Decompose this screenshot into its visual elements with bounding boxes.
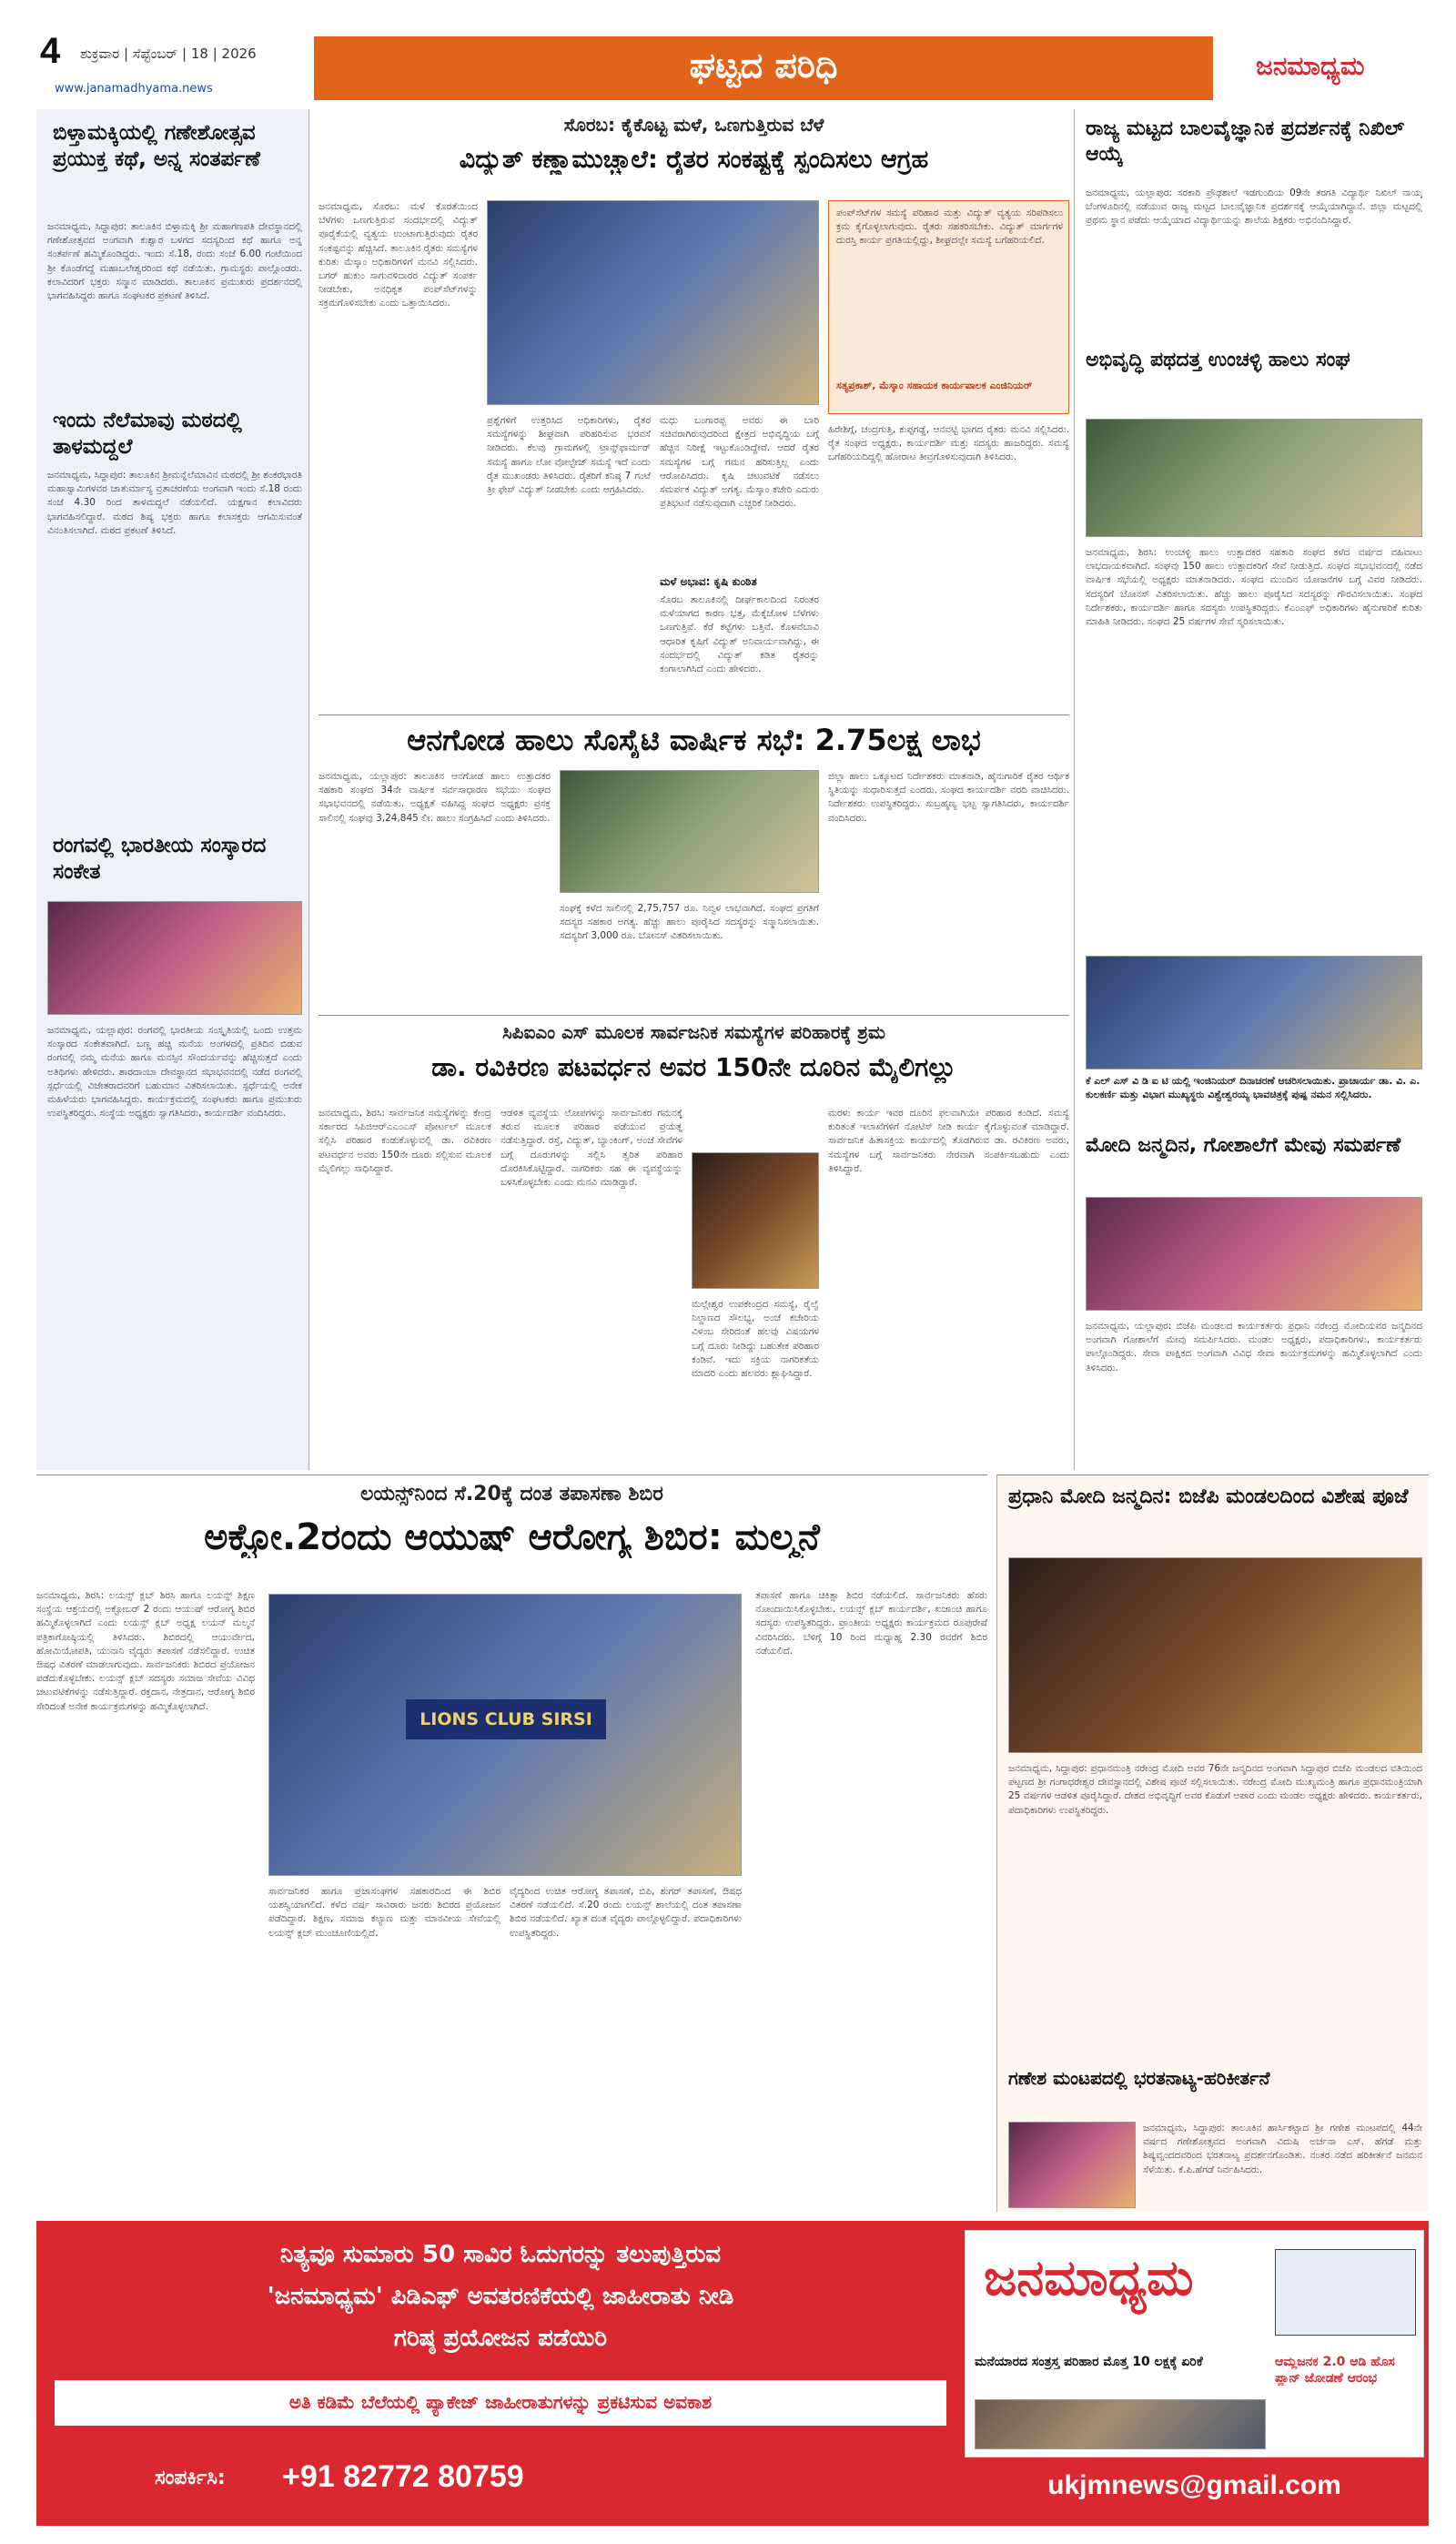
quote-text: ಪಂಪ್‌ಸೆಟ್‌ಗಳ ಸಮಸ್ಯೆ ಪರಿಹಾರ ಮತ್ತು ವಿದ್ಯುತ್ ವ್ಯತ್ಯಯ ಸರಿಪಡಿಸಲು ಕ್ರಮ ಕೈಗೊಳ್ಳಲಾಗುವುದು. ರೈತರು ಸಹಕರಿಸಬೇಕು. ವಿದ್ಯುತ್ ಮಾರ್ಗಗಳ ದುರಸ್ತಿ ಕಾರ್ಯ ಪ್ರಗತಿಯಲ್ಲಿದ್ದು, ಶೀಘ್ರದಲ್ಲೇ ಸಮಸ್ಯೆ ಬಗೆಹರಿಯಲಿದೆ. [836,208,1063,247]
bharatanatya-photo [1008,2122,1136,2208]
lions-col-4: ತಪಾಸಣೆ ಹಾಗೂ ಚಿಕಿತ್ಸಾ ಶಿಬಿರ ನಡೆಯಲಿದೆ. ಸಾರ್ವಜನಿಕರು ಹೆಸರು ನೋಂದಾಯಿಸಿಕೊಳ್ಳಬೇಕು. ಲಯನ್ಸ್ ಕ್ಲಬ್ ಕಾರ್ಯದರ್ಶಿ, ಖಜಾಂಚಿ ಹಾಗೂ ಸದಸ್ಯರು ಉಪಸ್ಥಿತರಿದ್ದರು. ಪ್ರಾಂತೀಯ ಅಧ್ಯಕ್ಷರು ಕಾರ್ಯಕ್ರಮದ ರೂಪುರೇಷೆ ವಿವರಿಸಿದರು. ಬೆಳಿಗ್ಗೆ 10 ರಿಂದ ಮಧ್ಯಾಹ್ನ 2.30 ರವರೆಗೆ ಶಿಬಿರ ನಡೆಯಲಿದೆ. [755,1590,987,1657]
main-subhead: ಮಳೆ ಅಭಾವ: ಕೃಷಿ ಕುಂಠಿತ [660,575,757,588]
main-story-col-4: ಸೊರಬ ತಾಲೂಕಿನಲ್ಲಿ ದೀರ್ಘಕಾಲದಿಂದ ನಿರಂತರ ಮಳೆಯಾಗದ ಕಾರಣ ಭತ್ತ, ಮೆಕ್ಕೆಜೋಳ ಬೆಳೆಗಳು ಒಣಗುತ್ತಿವೆ. ಕೆರೆ ಕಟ್ಟೆಗಳು ಬತ್ತಿವೆ. ಕೊಳವೆಬಾವಿ ಆಧಾರಿತ ಕೃಷಿಗೆ ವಿದ್ಯುತ್ ಅನಿವಾರ್ಯವಾಗಿದ್ದು, ಈ ಸಂದರ್ಭದಲ್ಲಿ ವಿದ್ಯುತ್ ಕಡಿತ ರೈತರನ್ನು ಕಂಗಾಲಾಗಿಸಿದೆ ಎಂದು ಹೇಳಿದರು. [660,594,819,675]
bharatanatya-headline: ಗಣೇಶ ಮಂಟಪದಲ್ಲಿ ಭರತನಾಟ್ಯ-ಹರಿಕೀರ್ತನೆ [1008,2067,1270,2089]
ravikirana-portrait [692,1152,819,1289]
engineers-day-caption: ಕೆ ಎಲ್ ಎಸ್ ವಿ ಡಿ ಐ ಟಿ ಯಲ್ಲಿ ಇಂಜಿನಿಯರ್ ದಿನಾಚರಣೆ ಆಚರಿಸಲಾಯಿತು. ಪ್ರಾಚಾರ್ಯ ಡಾ. ವಿ. ಎ. ಕುಲಕರ್ಣಿ ಮತ್ತು ವಿಭಾಗ ಮುಖ್ಯಸ್ಥರು ವಿಶ್ವೇಶ್ವರಯ್ಯ ಭಾವಚಿತ್ರಕ್ಕೆ ಪುಷ್ಪ ನಮನ ಸಲ್ಲಿಸಿದರು. [1086,1075,1421,1100]
main-story-col-1: ಜನಮಾಧ್ಯಮ, ಸೊರಬ: ಮಳೆ ಕೊರತೆಯಿಂದ ಬೆಳೆಗಳು ಒಣಗುತ್ತಿರುವ ಸಂದರ್ಭದಲ್ಲಿ ವಿದ್ಯುತ್ ಪೂರೈಕೆಯಲ್ಲಿ ವ್ಯತ್ಯಯ ಉಂಟಾಗುತ್ತಿರುವುದು ರೈತರ ಸಂಕಷ್ಟವನ್ನು ಹೆಚ್ಚಿಸಿದೆ. ತಾಲೂಕಿನ ರೈತರು ಸಮಸ್ಯೆಗಳ ಕುರಿತು ಮೆಸ್ಕಾಂ ಅಧಿಕಾರಿಗಳಿಗೆ ಮನವಿ ಸಲ್ಲಿಸಿದರು. ಬಗರ್ ಹುಕುಂ ಸಾಗುವಳಿದಾರರ ವಿದ್ಯುತ್ ಸಂಪರ್ಕ ನೀಡಬೇಕು, ಅನಧಿಕೃತ ಪಂಪ್‌ಸೆಟ್‌ಗಳನ್ನು ಸಕ್ರಮಗೊಳಿಸಬೇಕು ಎಂದು ಒತ್ತಾಯಿಸಿದರು. [318,201,478,309]
engineers-day-photo [1086,956,1422,1069]
ad-email[interactable]: ukjmnews@gmail.com [1047,2470,1341,2500]
dairy-col-1: ಜನಮಾಧ್ಯಮ, ಯಲ್ಲಾಪುರ: ತಾಲೂಕಿನ ಆನಗೋಡ ಹಾಲು ಉತ್ಪಾದಕರ ಸಹಕಾರಿ ಸಂಘದ 34ನೇ ವಾರ್ಷಿಕ ಸರ್ವಸಾಧಾರಣ ಸಭೆಯು ಸಂಘದ ಸಭಾಭವನದಲ್ಲಿ ನಡೆಯಿತು. ಅಧ್ಯಕ್ಷತೆ ವಹಿಸಿದ್ದ ಸಂಘದ ಅಧ್ಯಕ್ಷರು ಪ್ರಸಕ್ತ ಸಾಲಿನಲ್ಲಿ ಸಂಘವು 3,24,845 ಲೀ. ಹಾಲು ಸಂಗ್ರಹಿಸಿದೆ ಎಂದು ತಿಳಿಸಿದರು. [318,771,551,824]
lions-col-1: ಜನಮಾಧ್ಯಮ, ಶಿರಸಿ: ಲಯನ್ಸ್ ಕ್ಲಬ್ ಶಿರಸಿ ಹಾಗೂ ಲಯನ್ಸ್ ಶಿಕ್ಷಣ ಸಂಸ್ಥೆಯ ಆಶ್ರಯದಲ್ಲಿ ಅಕ್ಟೋಬರ್ 2 ರಂದು ಆಯುಷ್ ಆರೋಗ್ಯ ಶಿಬಿರ ಹಮ್ಮಿಕೊಳ್ಳಲಾಗಿದೆ ಎಂದು ಲಯನ್ಸ್ ಕ್ಲಬ್ ಅಧ್ಯಕ್ಷ ಲಯನ್ ಮಲ್ಮನೆ ಪತ್ರಿಕಾಗೋಷ್ಠಿಯಲ್ಲಿ ತಿಳಿಸಿದರು. ಶಿಬಿರದಲ್ಲಿ ಆಯುರ್ವೇದ, ಹೋಮಿಯೋಪತಿ, ಯುನಾನಿ ವೈದ್ಯರು ತಪಾಸಣೆ ನಡೆಸಲಿದ್ದಾರೆ. ಉಚಿತ ಔಷಧ ವಿತರಣೆ ಮಾಡಲಾಗುವುದು. ಸಾರ್ವಜನಿಕರು ಶಿಬಿರದ ಪ್ರಯೋಜನ ಪಡೆದುಕೊಳ್ಳಬೇಕು. ಲಯನ್ಸ್ ಕ್ಲಬ್ ಸದಸ್ಯರು ಸಮಾಜ ಸೇವೆಯ ವಿವಿಧ ಚಟುವಟಿಕೆಗಳನ್ನು ನಡೆಸುತ್ತಿದ್ದಾರೆ. ರಕ್ತದಾನ, ನೇತ್ರದಾನ, ಆರೋಗ್ಯ ಶಿಬಿರ ಸೇರಿದಂತೆ ಅನೇಕ ಕಾರ್ಯಕ್ರಮಗಳನ್ನು ಹಮ್ಮಿಕೊಳ್ಳಲಾಗಿದೆ. [36,1590,255,1712]
dairy-headline: ಆನಗೋಡ ಹಾಲು ಸೊಸೈಟಿ ವಾರ್ಷಿಕ ಸಭೆ: 2.75ಲಕ್ಷ ಲಾಭ [407,723,981,757]
right-story-1: ಜನಮಾಧ್ಯಮ, ಯಲ್ಲಾಪುರ: ಸರಕಾರಿ ಪ್ರೌಢಶಾಲೆ ಇಡಗುಂದಿಯ 09ನೇ ತರಗತಿ ವಿದ್ಯಾರ್ಥಿ ನಿಖಿಲ್ ನಾಯ್ಕ ಬೆಂಗಳೂರಿನಲ್ಲಿ ನಡೆಯುವ ರಾಜ್ಯ ಮಟ್ಟದ ಬಾಲವೈಜ್ಞಾನಿಕ ಪ್ರದರ್ಶನಕ್ಕೆ ಆಯ್ಕೆಯಾಗಿದ್ದಾನೆ. ಜಿಲ್ಲಾ ಮಟ್ಟದಲ್ಲಿ ಪ್ರಥಮ ಸ್ಥಾನ ಪಡೆದು ಆಯ್ಕೆಯಾದ ವಿದ್ಯಾರ್ಥಿಯನ್ನು ಶಾಲೆಯ ಶಿಕ್ಷಕರು ಅಭಿನಂದಿಸಿದ್ದಾರೆ. [1086,188,1422,227]
preview-headline-1: ಮನೆಯಾರದ ಸಂತ್ರಸ್ತ ಪರಿಹಾರ ಮೊತ್ತ 10 ಲಕ್ಷಕ್ಕೆ ಏರಿಕೆ [975,2355,1203,2369]
lions-col-3: ವೈದ್ಯರಿಂದ ಉಚಿತ ಆರೋಗ್ಯ ತಪಾಸಣೆ, ಬಿಪಿ, ಶುಗರ್ ತಪಾಸಣೆ, ಔಷಧ ವಿತರಣೆ ನಡೆಯಲಿದೆ. ಸೆ.20 ರಂದು ಲಯನ್ಸ್ ಶಾಲೆಯಲ್ಲಿ ದಂತ ತಪಾಸಣಾ ಶಿಬಿರ ನಡೆಯಲಿದೆ. ಖ್ಯಾತ ದಂತ ವೈದ್ಯರು ಪಾಲ್ಗೊಳ್ಳಲಿದ್ದಾರೆ. ಪದಾಧಿಕಾರಿಗಳು ಉಪಸ್ಥಿತರಿದ್ದರು. [510,1886,742,1939]
right-headline-2: ಅಭಿವೃದ್ಧಿ ಪಥದತ್ತ ಉಂಚಳ್ಳಿ ಹಾಲು ಸಂಘ [1086,349,1350,371]
preview-masthead: ಜನಮಾಧ್ಯಮ [984,2249,1194,2306]
ad-contact-label: ಸಂಪರ್ಕಿಸಿ: [155,2467,226,2489]
main-story-col-2: ಪ್ರಶ್ನೆಗಳಿಗೆ ಉತ್ತರಿಸಿದ ಅಧಿಕಾರಿಗಳು, ರೈತರ ಸಮಸ್ಯೆಗಳನ್ನು ಶೀಘ್ರವಾಗಿ ಪರಿಹರಿಸುವ ಭರವಸೆ ನೀಡಿದರು. ಕೆಲವು ಗ್ರಾಮಗಳಲ್ಲಿ ಟ್ರಾನ್ಸ್‌ಫಾರ್ಮರ್ ಸಮಸ್ಯೆ ಹಾಗೂ ಲೋ ವೋಲ್ಟೇಜ್ ಸಮಸ್ಯೆ ಇದೆ ಎಂದು ರೈತ ಮುಖಂಡರು ತಿಳಿಸಿದರು. ರೈತರಿಗೆ ಕನಿಷ್ಠ 7 ಗಂಟೆ ತ್ರೀ ಫೇಸ್ ವಿದ್ಯುತ್ ನೀಡಬೇಕು ಎಂದು ಆಗ್ರಹಿಸಿದರು. [487,415,651,496]
main-kicker: ಸೊರಬ: ಕೈಕೊಟ್ಟ ಮಳೆ, ಒಣಗುತ್ತಿರುವ ಬೆಳೆ [563,114,824,136]
right-story-3: ಜನಮಾಧ್ಯಮ, ಯಲ್ಲಾಪುರ: ಬಿಜೆಪಿ ಮಂಡಲದ ಕಾರ್ಯಕರ್ತರು ಪ್ರಧಾನಿ ನರೇಂದ್ರ ಮೋದಿಯವರ ಜನ್ಮದಿನದ ಅಂಗವಾಗಿ ಗೋಶಾಲೆಗೆ ಮೇವು ಸಮರ್ಪಿಸಿದರು. ಮಂಡಲ ಅಧ್ಯಕ್ಷರು, ಪದಾಧಿಕಾರಿಗಳು, ಕಾರ್ಯಕರ್ತರು ಪಾಲ್ಗೊಂಡಿದ್ದರು. ಸೇವಾ ಪಾಕ್ಷಿಕದ ಅಂಗವಾಗಿ ವಿವಿಧ ಸೇವಾ ಕಾರ್ಯಕ್ರಮಗಳನ್ನು ಹಮ್ಮಿಕೊಳ್ಳಲಾಗಿದೆ ಎಂದು ತಿಳಿಸಿದರು. [1086,1321,1422,1373]
cpi-kicker: ಸಿಪಿಐಎಂ ಎಸ್ ಮೂಲಕ ಸಾರ್ವಜನಿಕ ಸಮಸ್ಯೆಗಳ ಪರಿಹಾರಕ್ಕೆ ಶ್ರಮ [502,1021,885,1043]
section-title: ಘಟ್ಟದ ಪರಿಧಿ [689,46,838,86]
dairy-meeting-photo [560,770,819,893]
brand-logo: ಜನಮಾಧ್ಯಮ [1256,51,1365,81]
advertisement-banner [36,2221,1429,2526]
unchalli-society-photo [1086,419,1422,537]
left-headline-3: ರಂಗವಲ್ಲಿ ಭಾರತೀಯ ಸಂಸ್ಕಾರದ ಸಂಕೇತ [53,834,267,884]
ad-text-panel [36,2221,965,2526]
main-story-col-3: ಮಧು ಬಂಗಾರಪ್ಪ ಅವರು ಈ ಬಾರಿ ಸಚಿವರಾಗಿರುವುದರಿಂದ ಕ್ಷೇತ್ರದ ಅಭಿವೃದ್ಧಿಯ ಬಗ್ಗೆ ಹೆಚ್ಚಿನ ನಿರೀಕ್ಷೆ ಇಟ್ಟುಕೊಂಡಿದ್ದೇವೆ. ಆದರೆ ರೈತರ ಸಮಸ್ಯೆಗಳ ಬಗ್ಗೆ ಗಮನ ಹರಿಸುತ್ತಿಲ್ಲ ಎಂದು ಆರೋಪಿಸಿದರು. ಕೃಷಿ ಚಟುವಟಿಕೆ ನಡೆಸಲು ಸಮರ್ಪಕ ವಿದ್ಯುತ್ ಅಗತ್ಯ. ಮೆಸ್ಕಾಂ ಕಚೇರಿ ಎದುರು ಪ್ರತಿಭಟನೆ ನಡೆಸುವುದಾಗಿ ಎಚ್ಚರಿಕೆ ನೀಡಿದರು. [660,415,819,510]
lions-story [36,1475,987,2212]
main-story-col-5: ಹಿರೇಶಿಗ್ಗೆ, ಚಂದ್ರಗುತ್ತಿ, ಕುಪ್ಪಗಡ್ಡೆ, ಆನವಟ್ಟಿ ಭಾಗದ ರೈತರು ಮನವಿ ಸಲ್ಲಿಸಿದರು. ರೈತ ಸಂಘದ ಅಧ್ಯಕ್ಷರು, ಕಾರ್ಯದರ್ಶಿ ಮತ್ತು ಸದಸ್ಯರು ಹಾಜರಿದ್ದರು. ಸಮಸ್ಯೆ ಬಗೆಹರಿಯದಿದ್ದಲ್ಲಿ ಹೋರಾಟ ತೀವ್ರಗೊಳಿಸುವುದಾಗಿ ತಿಳಿಸಿದರು. [828,424,1069,463]
main-story-photo [487,200,819,405]
cpi-col-1: ಜನಮಾಧ್ಯಮ, ಶಿರಸಿ: ಸಾರ್ವಜನಿಕ ಸಮಸ್ಯೆಗಳನ್ನು ಕೇಂದ್ರ ಸರ್ಕಾರದ ಸಿಪಿಜಿಆರ್‌ಎಎಂಎಸ್ ಪೋರ್ಟಲ್ ಮೂಲಕ ಸಲ್ಲಿಸಿ ಪರಿಹಾರ ಕಂಡುಕೊಳ್ಳುವಲ್ಲಿ ಡಾ. ರವಿಕಿರಣ ಪಟವರ್ಧನ ಅವರು 150ನೇ ದೂರು ಸಲ್ಲಿಸುವ ಮೂಲಕ ಮೈಲಿಗಲ್ಲು ಸಾಧಿಸಿದ್ದಾರೆ. [318,1108,491,1174]
left-story-3: ಜನಮಾಧ್ಯಮ, ಯಲ್ಲಾಪುರ: ರಂಗವಲ್ಲಿ ಭಾರತೀಯ ಸಂಸ್ಕೃತಿಯಲ್ಲಿ ಒಂದು ಉತ್ತಮ ಸಂಸ್ಕಾರದ ಸಂಕೇತವಾಗಿದೆ. ಬಣ್ಣ ಹಚ್ಚಿ ಮನೆಯ ಅಂಗಳದಲ್ಲಿ ಪ್ರತಿದಿನ ಬಿಡುವ ರಂಗವಲ್ಲಿ ನಮ್ಮ ಮನೆಯ ಹಾಗೂ ಮನಸ್ಸಿನ ಸೌಂದರ್ಯವನ್ನು ಹೆಚ್ಚಿಸುತ್ತದೆ ಎಂದು ಅತಿಥಿಗಳು ಹೇಳಿದರು. ಶಾರದಾಂಬಾ ದೇವಸ್ಥಾನದ ಸಭಾಭವನದಲ್ಲಿ ನಡೆದ ರಂಗವಲ್ಲಿ ಸ್ಪರ್ಧೆಯಲ್ಲಿ ವಿಜೇತರಾದವರಿಗೆ ಬಹುಮಾನ ವಿತರಿಸಲಾಯಿತು. ಸ್ಪರ್ಧೆಯಲ್ಲಿ ಅನೇಕ ಮಹಿಳೆಯರು ಭಾಗವಹಿಸಿದ್ದರು. ಕಾರ್ಯಕ್ರಮದಲ್ಲಿ ಸಂಘಟಕರು ಹಾಗೂ ಪ್ರಮುಖರು ಉಪಸ್ಥಿತರಿದ್ದರು. ಸಂಸ್ಥೆಯ ಅಧ್ಯಕ್ಷರು ಸ್ವಾಗತಿಸಿದರು, ಕಾರ್ಯದರ್ಶಿ ವಂದಿಸಿದರು. [47,1025,302,1120]
left-story-1: ಜನಮಾಧ್ಯಮ, ಸಿದ್ದಾಪುರ: ತಾಲೂಕಿನ ಬಿಳ್ತಾಮಕ್ಕಿ ಶ್ರೀ ಮಹಾಗಣಪತಿ ದೇವಸ್ಥಾನದಲ್ಲಿ ಗಣೇಶೋತ್ಸವದ ಅಂಗವಾಗಿ ಕುಶ್ವಾರ ಬಳಗದ ಸದಸ್ಯರಿಂದ ಕಥೆ ಹಾಗೂ ಅನ್ನ ಸಂತರ್ಪಣೆ ಹಮ್ಮಿಕೊಂಡಿದ್ದರು. ಇಂದು ಸೆ.18, ರಂದು ಸಂಜೆ 6.00 ಗಂಟೆಯಿಂದ ಶ್ರೀ ಕೊಂಡೆಗದ್ದೆ ಮಹಾಬಲೇಶ್ವರರಿಂದ ಕಥೆ ನಡೆಯಿತು. ಗ್ರಾಮಸ್ಥರು ಪಾಲ್ಗೊಂಡರು. ಕಲಾವಿದರಿಗೆ ಭಕ್ತರು ಸನ್ಮಾನ ಮಾಡಿದರು. ತಾಲೂಕಿನ ಪ್ರಮುಖರು ಪ್ರದರ್ಶನದಲ್ಲಿ ಭಾಗವಹಿಸಿದ್ದರು ಹಾಗೂ ಸಂಘಟಕರ ಪ್ರಕಟಣೆ ತಿಳಿಸಿದೆ. [47,221,302,302]
section-title-banner [314,36,1213,100]
ad-line-2: 'ಜನಮಾಧ್ಯಮ' ಪಿಡಿಎಫ್ ಅವತರಣಿಕೆಯಲ್ಲಿ ಜಾಹೀರಾತು ನೀಡಿ [267,2283,734,2310]
dairy-col-2: ಸಂಘಕ್ಕೆ ಕಳೆದ ಸಾಲಿನಲ್ಲಿ 2,75,757 ರೂ. ನಿವ್ವಳ ಲಾಭವಾಗಿದೆ. ಸಂಘದ ಪ್ರಗತಿಗೆ ಸದಸ್ಯರ ಸಹಕಾರ ಅಗತ್ಯ. ಹೆಚ್ಚು ಹಾಲು ಪೂರೈಸಿದ ಸದಸ್ಯರನ್ನು ಸನ್ಮಾನಿಸಲಾಯಿತು. ಸದಸ್ಯರಿಗೆ 3,000 ರೂ. ಬೋನಸ್ ವಿತರಿಸಲಾಯಿತು. [560,903,819,942]
lions-banner: LIONS CLUB SIRSI [406,1699,606,1739]
modi-story [996,1475,1429,2212]
main-story [318,109,1069,715]
right-story-2: ಜನಮಾಧ್ಯಮ, ಶಿರಸಿ: ಉಂಚಳ್ಳಿ ಹಾಲು ಉತ್ಪಾದಕರ ಸಹಕಾರಿ ಸಂಘದ ಕಳೆದ ವರ್ಷದ ವಹಿವಾಟು ಲಾಭದಾಯಕವಾಗಿದೆ. ಸಂಘವು 150 ಹಾಲು ಉತ್ಪಾದಕರಿಗೆ ಸೇವೆ ನೀಡುತ್ತಿದೆ. ಸಂಘದ ಸಭಾಭವನದಲ್ಲಿ ನಡೆದ ವಾರ್ಷಿಕ ಸಭೆಯಲ್ಲಿ ಅಧ್ಯಕ್ಷರು ಮಾತನಾಡಿದರು. ಸಂಘದ ಮುಂದಿನ ಯೋಜನೆಗಳ ಬಗ್ಗೆ ವಿವರ ನೀಡಿದರು. ಸದಸ್ಯರಿಗೆ ಬೋನಸ್ ವಿತರಿಸಲಾಯಿತು. ಹೆಚ್ಚು ಹಾಲು ಪೂರೈಸಿದ ಸದಸ್ಯರನ್ನು ಗೌರವಿಸಲಾಯಿತು. ಸಂಘದ ನಿರ್ದೇಶಕರು, ಕಾರ್ಯದರ್ಶಿ ಹಾಗೂ ಸದಸ್ಯರು ಉಪಸ್ಥಿತರಿದ್ದರು. ಕೆಎಂಎಫ್ ಅಧಿಕಾರಿಗಳು ಹೈನುಗಾರಿಕೆ ಕುರಿತು ಮಾಹಿತಿ ನೀಡಿದರು. ಸಂಘದ 25 ವರ್ಷಗಳ ಸೇವೆ ಸ್ಮರಿಸಲಾಯಿತು. [1086,547,1422,628]
cpi-col-3: ಮಲ್ಲೇಶ್ವರ ಉಪಕೇಂದ್ರದ ಸಮಸ್ಯೆ, ರೈಲ್ವೆ ನಿಲ್ದಾಣದ ಸೌಲಭ್ಯ, ಅಂಚೆ ಕಚೇರಿಯ ವಿಳಂಬ ಸೇರಿದಂತೆ ಹಲವು ವಿಷಯಗಳ ಬಗ್ಗೆ ದೂರು ನೀಡಿದ್ದು ಬಹುತೇಕ ಪರಿಹಾರ ಕಂಡಿವೆ. ಇದು ಸಕ್ರಿಯ ನಾಗರಿಕತೆಯ ಮಾದರಿ ಎಂದು ಹಲವರು ಶ್ಲಾಘಿಸಿದ್ದಾರೆ. [692,1299,819,1380]
left-story-2: ಜನಮಾಧ್ಯಮ, ಸಿದ್ದಾಪುರ: ತಾಲೂಕಿನ ಶ್ರೀಮನ್ನೆಲೆಮಾವಿನ ಮಠದಲ್ಲಿ ಶ್ರೀ ಶಂಕರಭಾರತಿ ಮಹಾಸ್ವಾಮಿಗಳವರ ಚಾತುರ್ಮಾಸ್ಯ ವ್ರತಾಚರಣೆಯ ಅಂಗವಾಗಿ ಇಂದು ಸೆ.18 ರಂದು ಸಂಜೆ 4.30 ರಿಂದ ತಾಳಮದ್ದಲೆ ನಡೆಯಲಿದೆ. ಯಕ್ಷಗಾನ ಕಲಾವಿದರು ಭಾಗವಹಿಸಲಿದ್ದಾರೆ. ಮಠದ ಶಿಷ್ಯ ಭಕ್ತರು ಹಾಗೂ ಕಲಾಸಕ್ತರು ಆಗಮಿಸುವಂತೆ ವಿನಂತಿಸಲಾಗಿದೆ. ಮಠದ ಪ್ರಕಟಣೆ ತಿಳಿಸಿದೆ. [47,470,302,536]
dairy-col-3: ಜಿಲ್ಲಾ ಹಾಲು ಒಕ್ಕೂಟದ ನಿರ್ದೇಶಕರು ಮಾತನಾಡಿ, ಹೈನುಗಾರಿಕೆ ರೈತರ ಆರ್ಥಿಕ ಸ್ಥಿತಿಯನ್ನು ಸುಧಾರಿಸುತ್ತದೆ ಎಂದರು. ಸಂಘದ ಕಾರ್ಯದರ್ಶಿ ವರದಿ ವಾಚಿಸಿದರು. ನಿರ್ದೇಶಕರು ಉಪಸ್ಥಿತರಿದ್ದರು. ಸುಬ್ರಹ್ಮಣ್ಯ ಭಟ್ಟ ಸ್ವಾಗತಿಸಿದರು, ಕಾರ್ಯದರ್ಶಿ ವಂದಿಸಿದರು. [828,771,1069,824]
preview-photo [975,2399,1266,2449]
bharatanatya-body: ಜನಮಾಧ್ಯಮ, ಸಿದ್ದಾಪುರ: ತಾಲೂಕಿನ ಹಾರ್ಸಿಕಟ್ಟಾದ ಶ್ರೀ ಗಣೇಶ ಮಂಟಪದಲ್ಲಿ 44ನೇ ವರ್ಷದ ಗಣೇಶೋತ್ಸವದ ಅಂಗವಾಗಿ ವಿದುಷಿ ಅರ್ಚನಾ ಎಸ್. ಹೆಗಡೆ ಮತ್ತು ಶಿಷ್ಯವೃಂದದವರಿಂದ ಭರತನಾಟ್ಯ ಪ್ರದರ್ಶನಗೊಂಡಿತು. ನಂತರ ನಡೆದ ಹರಿಕೀರ್ತನೆ ಜನಮನ ಸೆಳೆಯಿತು. ಕೆ.ಪಿ.ಹೆಗಡೆ ನಿರ್ವಹಿಸಿದರು. [1143,2123,1422,2175]
left-column [36,109,309,1470]
page-number: 4 [40,31,61,71]
ad-phone-number[interactable]: +91 82772 80759 [282,2459,524,2494]
ad-line-4: ಅತಿ ಕಡಿಮೆ ಬೆಲೆಯಲ್ಲಿ ಪ್ಯಾಕೇಜ್ ಜಾಹೀರಾತುಗಳನ್ನು ಪ್ರಕಟಿಸುವ ಅವಕಾಶ [288,2391,713,2413]
lions-press-photo [268,1594,742,1876]
goshala-photo [1086,1197,1422,1311]
page-header [0,0,1456,100]
modi-headline: ಪ್ರಧಾನಿ ಮೋದಿ ಜನ್ಮದಿನ: ಬಿಜೆಪಿ ಮಂಡಲದಿಂದ ವಿಶೇಷ ಪೂಜೆ [1008,1485,1409,1508]
cpi-headline: ಡಾ. ರವಿಕಿರಣ ಪಟವರ್ಧನ ಅವರ 150ನೇ ದೂರಿನ ಮೈಲಿಗಲ್ಲು [431,1052,956,1082]
preview-headline-2: ಆಮ್ಲಜನಕ 2.0 ಆಡಿ ಹೊಸ ಪ್ಲಾನ್ ಜೋಡಣೆ ಆರಂಭ [1275,2355,1395,2386]
left-headline-2: ಇಂದು ನೆಲೆಮಾವು ಮಠದಲ್ಲಿ ತಾಳಮದ್ದಲೆ [53,409,242,459]
lions-kicker: ಲಯನ್ಸ್‌ನಿಂದ ಸೆ.20ಕ್ಕೆ ದಂತ ತಪಾಸಣಾ ಶಿಬಿರ [360,1483,663,1505]
dairy-story [318,715,1069,1015]
website-link[interactable]: www.janamadhyama.news [55,82,213,96]
quote-author: ಸತ್ಯಪ್ರಕಾಶ್, ಮೆಸ್ಕಾಂ ಸಹಾಯಕ ಕಾರ್ಯಪಾಲಕ ಎಂಜಿನಿಯರ್ [836,380,1033,391]
ad-package-strip [55,2380,946,2426]
quote-box [828,200,1069,414]
cpi-story [318,1015,1069,1470]
right-column [1074,109,1429,1470]
right-headline-3: ಮೋದಿ ಜನ್ಮದಿನ, ಗೋಶಾಲೆಗೆ ಮೇವು ಸಮರ್ಪಣೆ [1086,1134,1401,1157]
ad-line-3: ಗರಿಷ್ಠ ಪ್ರಯೋಜನ ಪಡೆಯಿರಿ [393,2325,608,2352]
lions-headline: ಅಕ್ಟೋ.2ರಂದು ಆಯುಷ್ ಆರೋಗ್ಯ ಶಿಬಿರ: ಮಲ್ಮನೆ [204,1516,820,1558]
temple-puja-photo [1008,1557,1422,1753]
cpi-col-4: ಮರಳು ಕಾರ್ಯ ಇವರ ದೂರಿನ ಫಲವಾಗಿಯೇ ಪರಿಹಾರ ಕಂಡಿದೆ. ಸಮಸ್ಯೆ ಕುರಿತಂತೆ ಇಲಾಖೆಗಳಿಗೆ ನೋಟಿಸ್ ನೀಡಿ ಕಾರ್ಯ ಕೈಗೊಳ್ಳುವಂತೆ ಮಾಡಿದ್ದಾರೆ. ಸಾರ್ವಜನಿಕ ಹಿತಾಸಕ್ತಿಯ ಕಾರ್ಯದಲ್ಲಿ ತೊಡಗಿರುವ ಡಾ. ರವಿಕಿರಣ ಅವರು, ಸಮಸ್ಯೆಗಳ ಬಗ್ಗೆ ಸಾರ್ವಜನಿಕರು ನೇರವಾಗಿ ಸಂಪರ್ಕಿಸಬಹುದು ಎಂದು ತಿಳಿಸಿದ್ದಾರೆ. [828,1108,1069,1174]
ad-line-1: ನಿತ್ಯವೂ ಸುಮಾರು 50 ಸಾವಿರ ಓದುಗರನ್ನು ತಲುಪುತ್ತಿರುವ [279,2241,722,2268]
modi-story-body: ಜನಮಾಧ್ಯಮ, ಸಿದ್ದಾಪುರ: ಪ್ರಧಾನಮಂತ್ರಿ ನರೇಂದ್ರ ಮೋದಿ ಅವರ 76ನೇ ಜನ್ಮದಿನದ ಅಂಗವಾಗಿ ಸಿದ್ದಾಪುರ ಬಿಜೆಪಿ ಮಂಡಲದ ವತಿಯಿಂದ ಪಟ್ಟಣದ ಶ್ರೀ ಗಂಗಾಧರೇಶ್ವರ ದೇವಸ್ಥಾನದಲ್ಲಿ ವಿಶೇಷ ಪೂಜೆ ಸಲ್ಲಿಸಲಾಯಿತು. ನರೇಂದ್ರ ಮೋದಿ ಮುಖ್ಯಮಂತ್ರಿ ಹಾಗೂ ಪ್ರಧಾನಮಂತ್ರಿಯಾಗಿ 25 ವರ್ಷಗಳ ಆಡಳಿತ ಪೂರೈಸಿದ್ದಾರೆ. ದೇಶದ ಅಭಿವೃದ್ಧಿಗೆ ಅವರ ಕೊಡುಗೆ ಅಪಾರ ಎಂದು ಮಂಡಲ ಅಧ್ಯಕ್ಷರು ಹೇಳಿದರು. ಕಾರ್ಯಕರ್ತರು, ಪದಾಧಿಕಾರಿಗಳು ಉಪಸ್ಥಿತರಿದ್ದರು. [1008,1763,1422,1816]
preview-sidebar [1275,2249,1416,2336]
rangoli-event-photo [47,901,302,1015]
cpi-col-2: ಆಡಳಿತ ವ್ಯವಸ್ಥೆಯ ಲೋಪಗಳನ್ನು ಸಾರ್ವಜನಿಕರ ಗಮನಕ್ಕೆ ತರುವ ಮೂಲಕ ಪರಿಹಾರ ಪಡೆಯುವ ಪ್ರಯತ್ನ ನಡೆಸುತ್ತಿದ್ದಾರೆ. ರಸ್ತೆ, ವಿದ್ಯುತ್, ಬ್ಯಾಂಕಿಂಗ್, ಅಂಚೆ ಸೇವೆಗಳ ಬಗ್ಗೆ ದೂರುಗಳನ್ನು ಸಲ್ಲಿಸಿ ತ್ವರಿತ ಪರಿಹಾರ ದೊರಕಿಸಿಕೊಟ್ಟಿದ್ದಾರೆ. ನಾಗರಿಕರು ಸಹ ಈ ವ್ಯವಸ್ಥೆಯನ್ನು ಬಳಸಿಕೊಳ್ಳಬೇಕು ಎಂದು ಮನವಿ ಮಾಡಿದ್ದಾರೆ. [500,1108,682,1189]
ad-email-strip [965,2459,1424,2514]
left-headline-1: ಬಿಳ್ತಾಮಕ್ಕಿಯಲ್ಲಿ ಗಣೇಶೋತ್ಸವ ಪ್ರಯುಕ್ತ ಕಥೆ, ಅನ್ನ ಸಂತರ್ಪಣೆ [53,121,260,171]
date-line: ಶುಕ್ರವಾರ | ಸೆಪ್ಟೆಂಬರ್ | 18 | 2026 [80,46,257,62]
main-headline: ವಿದ್ಯುತ್ ಕಣ್ಣಾಮುಚ್ಚಾಲೆ: ರೈತರ ಸಂಕಷ್ಟಕ್ಕೆ ಸ್ಪಂದಿಸಲು ಆಗ್ರಹ [459,146,929,174]
right-headline-1: ರಾಜ್ಯ ಮಟ್ಟದ ಬಾಲವೈಜ್ಞಾನಿಕ ಪ್ರದರ್ಶನಕ್ಕೆ ನಿಖಿಲ್ ಆಯ್ಕೆ [1086,117,1405,166]
ad-newspaper-preview [965,2230,1424,2458]
lions-col-2: ಸಾರ್ವಜನಿಕರ ಹಾಗೂ ಪ್ರಜಾಸಂಘಗಳ ಸಹಕಾರದಿಂದ ಈ ಶಿಬಿರ ಯಶಸ್ವಿಯಾಗಲಿದೆ. ಕಳೆದ ವರ್ಷ ಸಾವಿರಾರು ಜನರು ಶಿಬಿರದ ಪ್ರಯೋಜನ ಪಡೆದಿದ್ದಾರೆ. ಶಿಕ್ಷಣ, ಸಮಾಜ ಕಲ್ಯಾಣ ಮತ್ತು ಮಾನವೀಯ ಸೇವೆಯಲ್ಲಿ ಲಯನ್ಸ್ ಕ್ಲಬ್ ಮುಂಚೂಣಿಯಲ್ಲಿದೆ. [268,1886,500,1939]
